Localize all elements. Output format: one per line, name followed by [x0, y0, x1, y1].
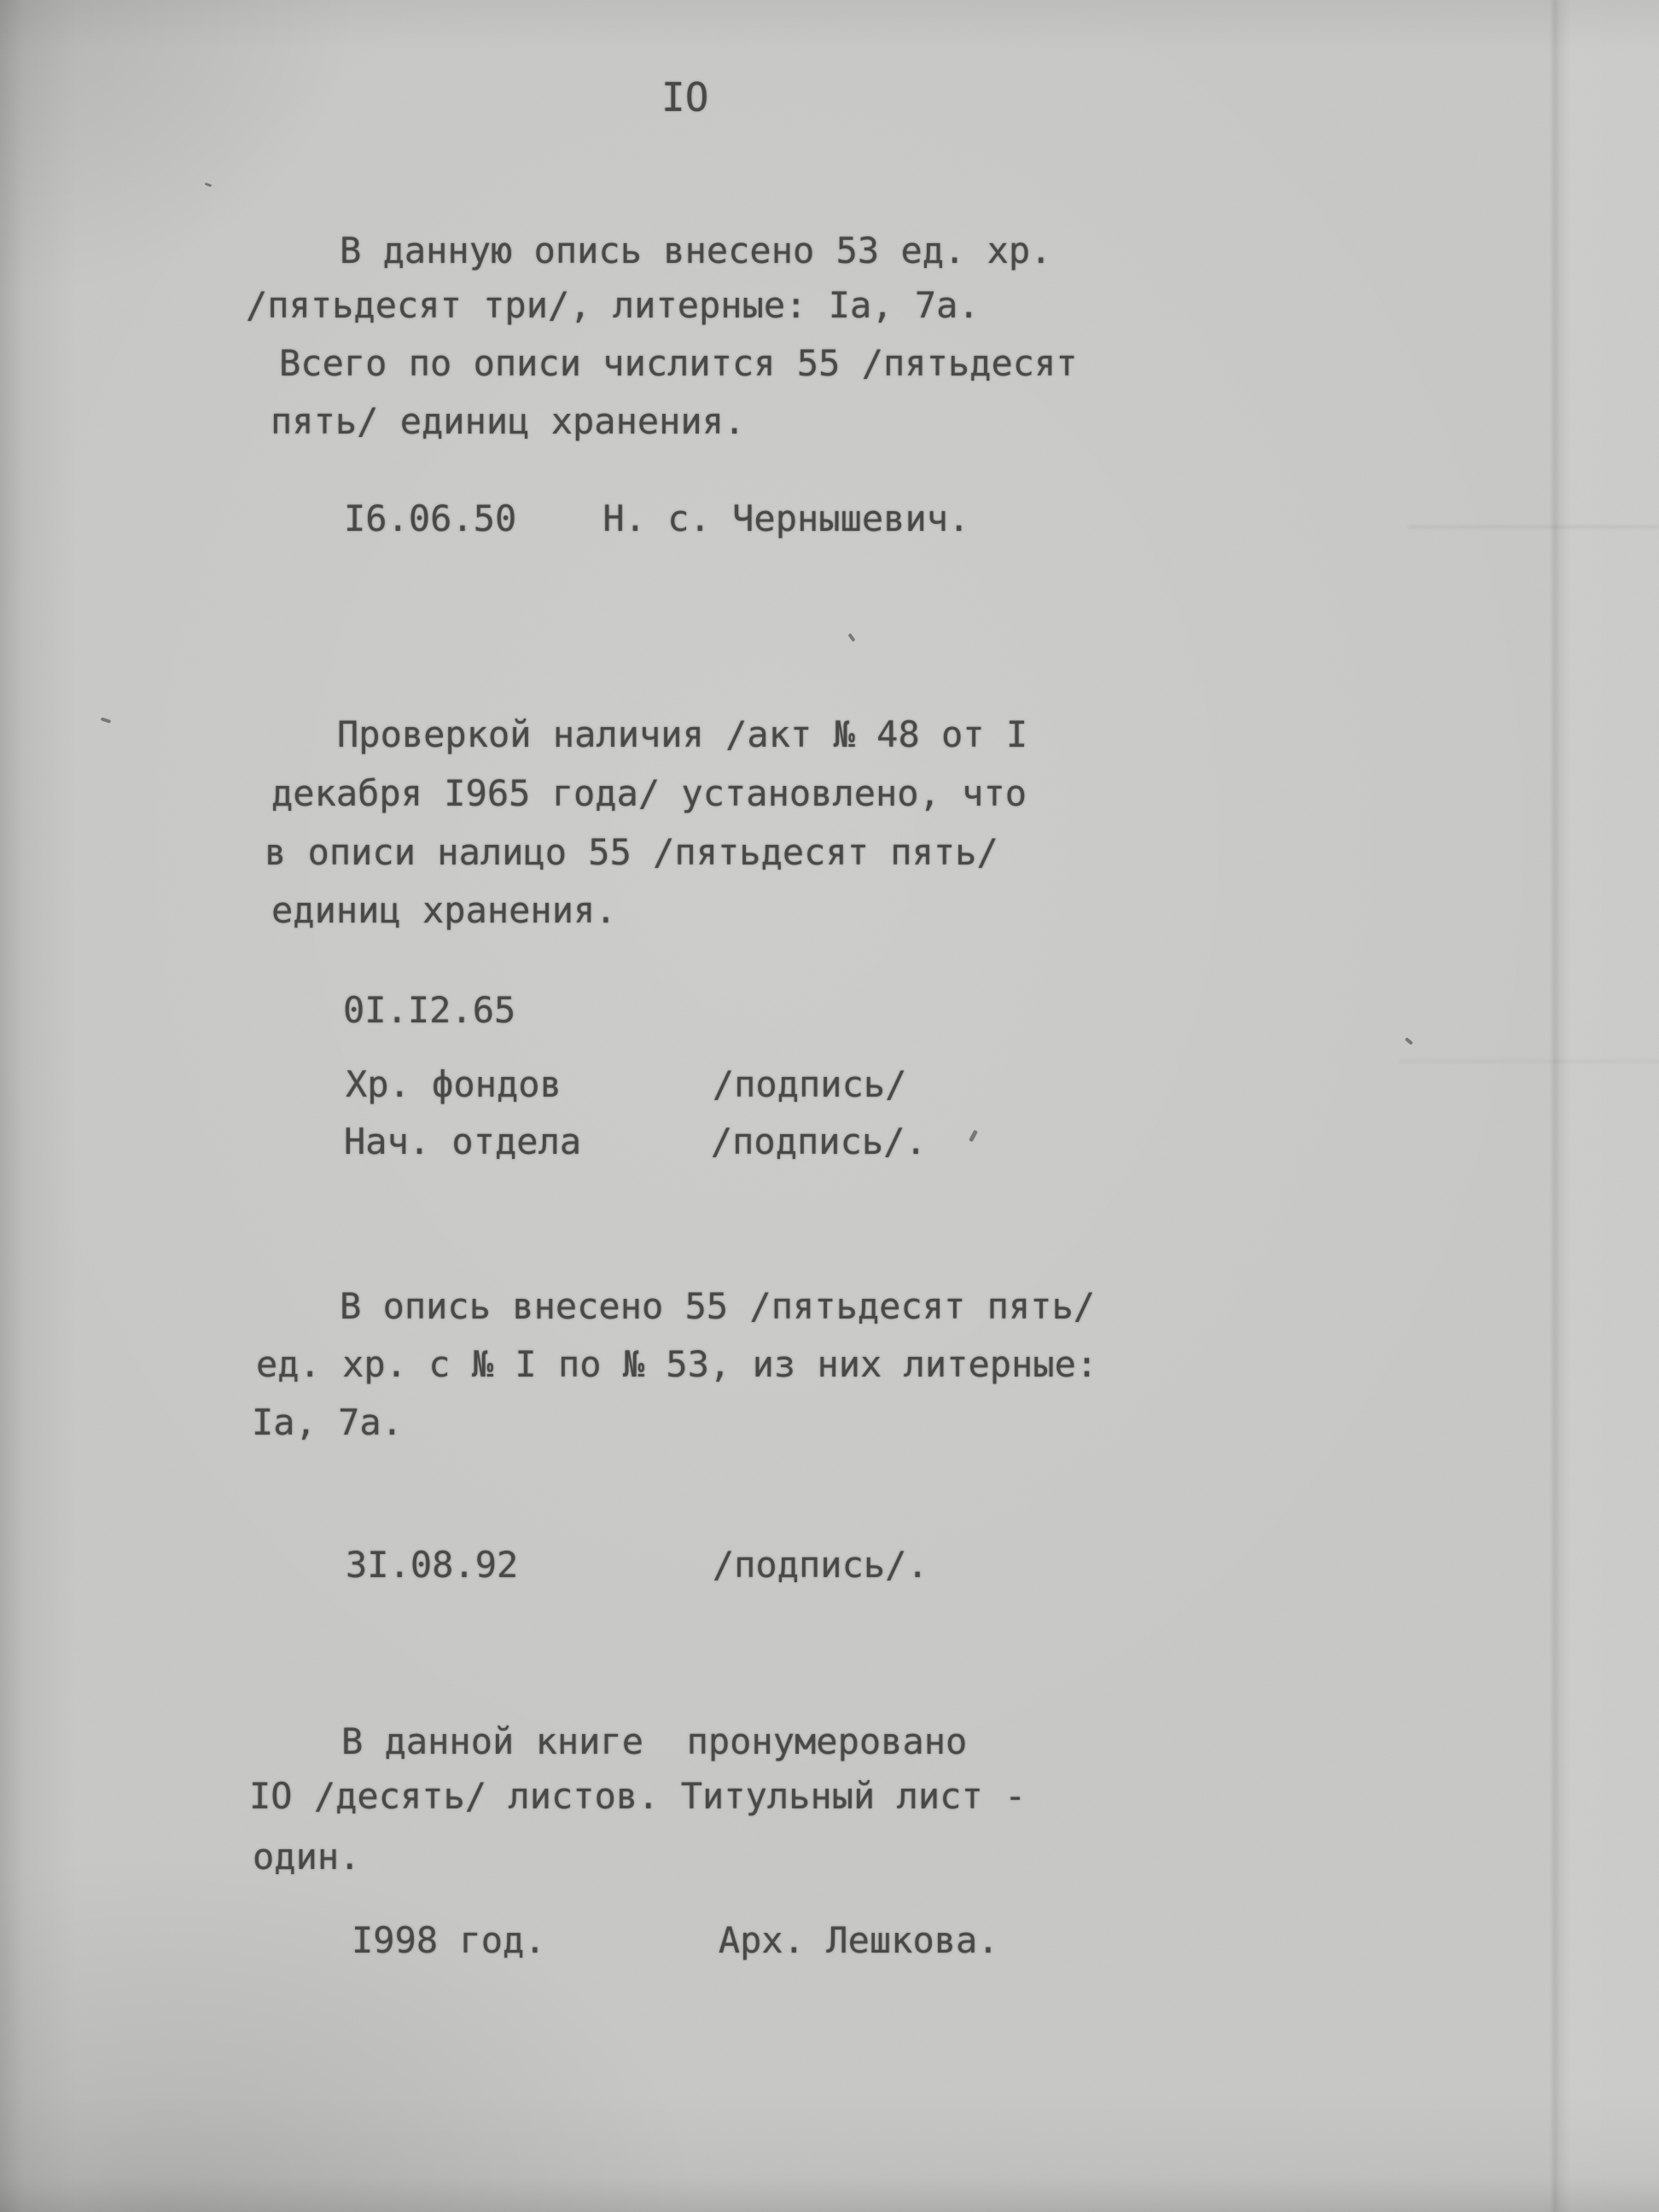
paragraph4-line1: В данной книге пронумеровано — [341, 1720, 968, 1762]
paragraph1-line2: /пятьдесят три/, литерные: Iа, 7а. — [246, 284, 980, 326]
entry2-row-otdela: Нач. отдела /подпись/. — [344, 1121, 927, 1162]
paragraph1-line3: Всего по описи числится 55 /пятьдесят — [279, 342, 1078, 384]
paragraph2-line2: декабря I965 года/ установлено, что — [271, 772, 1027, 814]
entry3-date-signature: 3I.08.92 /подпись/. — [346, 1544, 928, 1586]
paragraph3-line2: ед. хр. с № I по № 53, из них литерные: — [256, 1343, 1098, 1385]
entry4-year-archivist: I998 год. Арх. Лешкова. — [352, 1919, 999, 1961]
paragraph4-line3: один. — [253, 1836, 361, 1877]
paragraph2-line1: Проверкой наличия /акт № 48 от I — [337, 713, 1028, 755]
entry1-date-signature: I6.06.50 Н. с. Чернышевич. — [344, 498, 970, 539]
page-number: IO — [661, 74, 709, 120]
paragraph2-line3: в описи налицо 55 /пятьдесят пять/ — [265, 831, 998, 873]
entry2-row-fondov: Хр. фондов /подпись/ — [346, 1063, 907, 1105]
entry2-date: 0I.I2.65 — [343, 989, 516, 1031]
paragraph3-line3: Iа, 7а. — [252, 1401, 404, 1443]
paragraph3-line1: В опись внесено 55 /пятьдесят пять/ — [340, 1285, 1096, 1327]
paragraph2-line4: единиц хранения. — [271, 889, 617, 931]
paragraph4-line2: IO /десять/ листов. Титульный лист - — [249, 1775, 1027, 1817]
paragraph1-line4: пять/ единиц хранения. — [271, 400, 746, 442]
paragraph1-line1: В данную опись внесено 53 ед. хр. — [340, 230, 1052, 271]
